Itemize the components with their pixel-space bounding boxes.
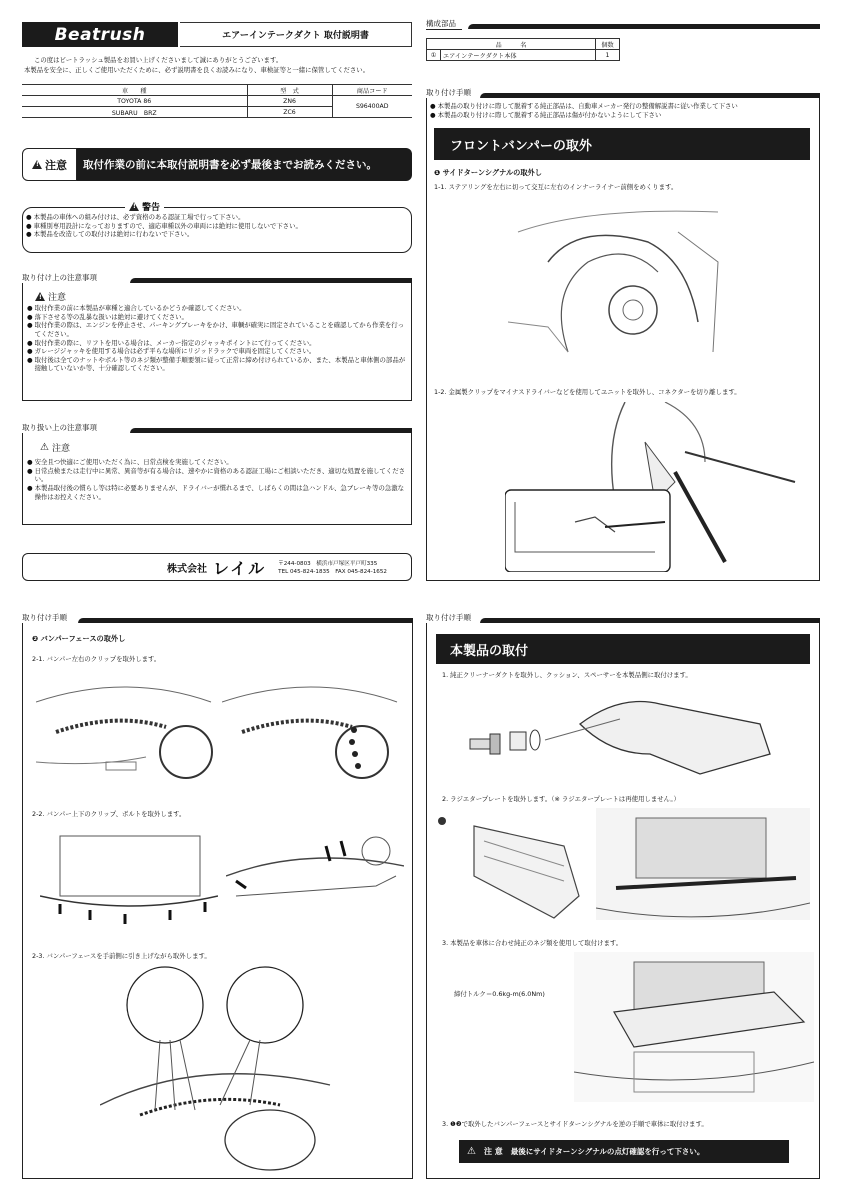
final-warning-bar bbox=[459, 1140, 789, 1163]
install-notes-heading: 取り付け上の注意事項 bbox=[22, 272, 412, 284]
install-note-item: ● 落下させる等の乱暴な扱いは絶対に避けてください。 bbox=[27, 312, 188, 321]
warning-triangle-icon: ! bbox=[32, 160, 42, 169]
parts-table bbox=[426, 38, 620, 61]
photo-engine-bay-2 bbox=[574, 952, 814, 1102]
install-note-item: ● 取付作業の際に、リフトを用いる場合は、メーカー指定のジャッキポイントにて行ってください。 bbox=[27, 338, 316, 347]
procedure3-heading: 取り付け手順 bbox=[426, 612, 820, 624]
procedure3-step-4: 3. ❶❷で取外したバンパーフェースとサイドターンシグナルを逆の手順で車体に取付けます。 bbox=[442, 1120, 708, 1128]
chui-banner bbox=[22, 148, 412, 181]
handling-notes-heading: 取り扱い上の注意事項 bbox=[22, 422, 412, 434]
procedure1-note: ● 本製品の取り付けに際して脱着する純正部品は傷が付かないようにして下さい bbox=[430, 110, 662, 119]
procedure1-step-1-1: 1-1. ステアリングを左右に切って交互に左右のインナーライナー前側をめくります。 bbox=[434, 183, 678, 191]
procedure3-step-1: 1. 純正クリーナーダクトを取外し、クッション、スペーサーを本製品側に取付けます。 bbox=[442, 671, 692, 679]
parts-row-qty: 1 bbox=[596, 50, 620, 61]
company-phone: TEL 045-824-1835 FAX 045-824-1652 bbox=[278, 569, 387, 575]
procedure1-step-1-2: 1-2. 金属製クリップをマイナスドライバーなどを使用してユニットを取外し、コネクターを切り離します。 bbox=[434, 388, 741, 396]
fitment-code: S96400AD bbox=[332, 96, 412, 118]
company-name: レイル bbox=[212, 558, 267, 578]
photo-bumper-bolts-top bbox=[40, 826, 218, 930]
keikoku-item: ● 本製品を改造しての取付けは絶対に行わないで下さい。 bbox=[26, 230, 194, 239]
handling-notes-list bbox=[27, 458, 407, 501]
install-note-item: ● 取付作業の際は、エンジンを停止させ、パーキングブレーキをかけ、車輌が確実に固定されていることを確認してから作業を行ってください。 bbox=[27, 321, 405, 338]
chui-banner-text: 取付作業の前に本取付説明書を必ず最後までお読みください。 bbox=[83, 159, 377, 171]
install-note-item: ● ガレージジャッキを使用する場合は必ず平らな場所にリジッドラックで車両を固定してください。 bbox=[27, 347, 316, 356]
procedure2-step-2-2: 2-2. バンパー上下のクリップ、ボルトを取外します。 bbox=[32, 810, 186, 818]
final-warning-tag: 注 意 bbox=[483, 1147, 503, 1156]
procedure2-heading: 取り付け手順 bbox=[22, 612, 413, 624]
chui-banner-tag: 注意 bbox=[45, 158, 67, 172]
company-box bbox=[22, 553, 412, 581]
fitment-header-model: 車 種 bbox=[22, 85, 247, 96]
keikoku-item: ● 車種別専用設計になっておりますので、適応車種以外の車両には絶対に使用しないで下さい。 bbox=[26, 221, 302, 230]
warning-triangle-icon: ⚠ bbox=[40, 442, 49, 453]
final-warning-text: 最後にサイドターンシグナルの点灯確認を行って下さい。 bbox=[510, 1147, 705, 1156]
install-note-item: ● 取付作業の前に本製品が車種と適合しているかどうか確認してください。 bbox=[27, 304, 246, 312]
company-address: 〒244-0803 横浜市戸塚区平戸町335 bbox=[278, 561, 378, 567]
photo-inner-liner bbox=[508, 202, 722, 368]
brand-logo-box bbox=[22, 22, 178, 47]
install-note-item: ● 取付後は全てのナットやボルト等のネジ類が整備手順要領に従って正常に締め付けられているか、また、本製品と車体側の部品が接触していないか等、十分確認してください。 bbox=[27, 355, 406, 373]
procedure1-step-title: ❶ サイドターンシグナルの取外し bbox=[434, 168, 542, 177]
doc-title-box bbox=[180, 22, 412, 47]
fitment-model-2: SUBARU BRZ bbox=[22, 107, 247, 118]
fitment-table bbox=[22, 84, 412, 118]
handling-note-item: ● 安全且つ快適にご使用いただく為に、日常点検を実施してください。 bbox=[27, 458, 233, 466]
procedure1-heading: 取り付け手順 bbox=[426, 87, 820, 99]
handling-note-item: ● 日常点検または走行中に異常、異音等が有る場合は、速やかに資格のある認証工場にご相談いただき、適切な処置を施してください。 bbox=[27, 466, 405, 484]
install-notes-title bbox=[35, 290, 66, 303]
photo-radiator-plate bbox=[434, 806, 584, 921]
handling-notes-title-text: 注意 bbox=[51, 444, 70, 454]
parts-row-name: エアインテークダクト本体 bbox=[441, 50, 596, 61]
procedure3-step-2: 2. ラジエタープレートを取外します。（※ ラジエタープレートは再使用しません。） bbox=[442, 795, 680, 803]
install-product-bar: 本製品の取付 bbox=[436, 634, 810, 664]
warning-triangle-icon: ! bbox=[35, 292, 45, 301]
warning-triangle-icon: ! bbox=[129, 202, 139, 211]
fitment-type-1: ZN6 bbox=[247, 96, 332, 107]
parts-header-qty: 個数 bbox=[596, 39, 620, 50]
procedure2-step-2-1: 2-1. バンパー左右のクリップを取外します。 bbox=[32, 655, 161, 663]
torque-spec: 締付トルク＝0.6kg-m(6.0Nm) bbox=[454, 990, 545, 998]
warning-triangle-icon: ⚠ bbox=[467, 1146, 476, 1157]
install-notes-list bbox=[27, 304, 407, 373]
install-notes-title-text: 注意 bbox=[48, 293, 67, 303]
parts-heading: 構成部品 bbox=[426, 18, 820, 30]
procedure1-note: ● 本製品の取り付けに際して脱着する純正部品は、自動車メーカー発行の整備解説書に従い作業して下さい bbox=[430, 102, 738, 110]
fitment-header-type: 型 式 bbox=[247, 85, 332, 96]
keikoku-list bbox=[26, 213, 406, 239]
chui-banner-text-box bbox=[77, 148, 412, 181]
photo-duct-parts bbox=[460, 684, 780, 784]
parts-row-no: ① bbox=[427, 50, 441, 61]
handling-note-item: ● 本製品取付後の慣らし等は特に必要ありませんが、ドライバーが慣れるまで、しばらくの間は急ハンドル、急ブレーキ等の急激な操作はお控えください。 bbox=[27, 483, 405, 501]
procedure2-step-title: ❷ バンパーフェースの取外し bbox=[32, 634, 126, 643]
doc-title: エアーインテークダクト 取付説明書 bbox=[222, 31, 369, 41]
procedure3-step-3: 3. 本製品を車体に合わせ純正のネジ類を使用して取付けます。 bbox=[442, 939, 623, 947]
photo-side-marker bbox=[505, 402, 805, 572]
procedure1-notes bbox=[430, 102, 815, 119]
brand-logo: Beatrush bbox=[54, 24, 146, 45]
parts-header-name: 品 名 bbox=[427, 39, 596, 50]
fitment-type-2: ZC6 bbox=[247, 107, 332, 118]
keikoku-title-text: 警告 bbox=[142, 203, 161, 213]
intro-line-1: この度はビートラッシュ製品をお買い上げくださいまして誠にありがとうございます。 bbox=[34, 56, 283, 64]
photo-bumper-bolts-bottom bbox=[226, 826, 404, 930]
keikoku-title bbox=[125, 200, 164, 213]
fitment-header-code: 商品コード bbox=[332, 85, 412, 96]
keikoku-item: ● 本製品の車体への組み付けは、必ず資格のある認証工場で行って下さい。 bbox=[26, 213, 245, 221]
procedure2-step-2-3: 2-3. バンパーフェースを手前側に引き上げながら取外します。 bbox=[32, 952, 211, 960]
company-prefix: 株式会社 bbox=[166, 563, 207, 575]
photo-engine-bay-1 bbox=[596, 808, 810, 920]
photo-bumper-clips-right bbox=[222, 672, 402, 782]
photo-bumper-pull bbox=[100, 965, 340, 1175]
handling-notes-title bbox=[40, 441, 70, 454]
bumper-removal-bar: フロントバンパーの取外 bbox=[434, 128, 810, 160]
chui-banner-tag-box bbox=[22, 148, 77, 181]
intro-line-2: 本製品を安全に、正しくご使用いただくために、必ず説明書を良くお読みになり、車検証等と一緒に保管してください。 bbox=[24, 66, 370, 74]
photo-bumper-clips-left bbox=[36, 672, 216, 782]
fitment-model-1: TOYOTA 86 bbox=[22, 96, 247, 107]
